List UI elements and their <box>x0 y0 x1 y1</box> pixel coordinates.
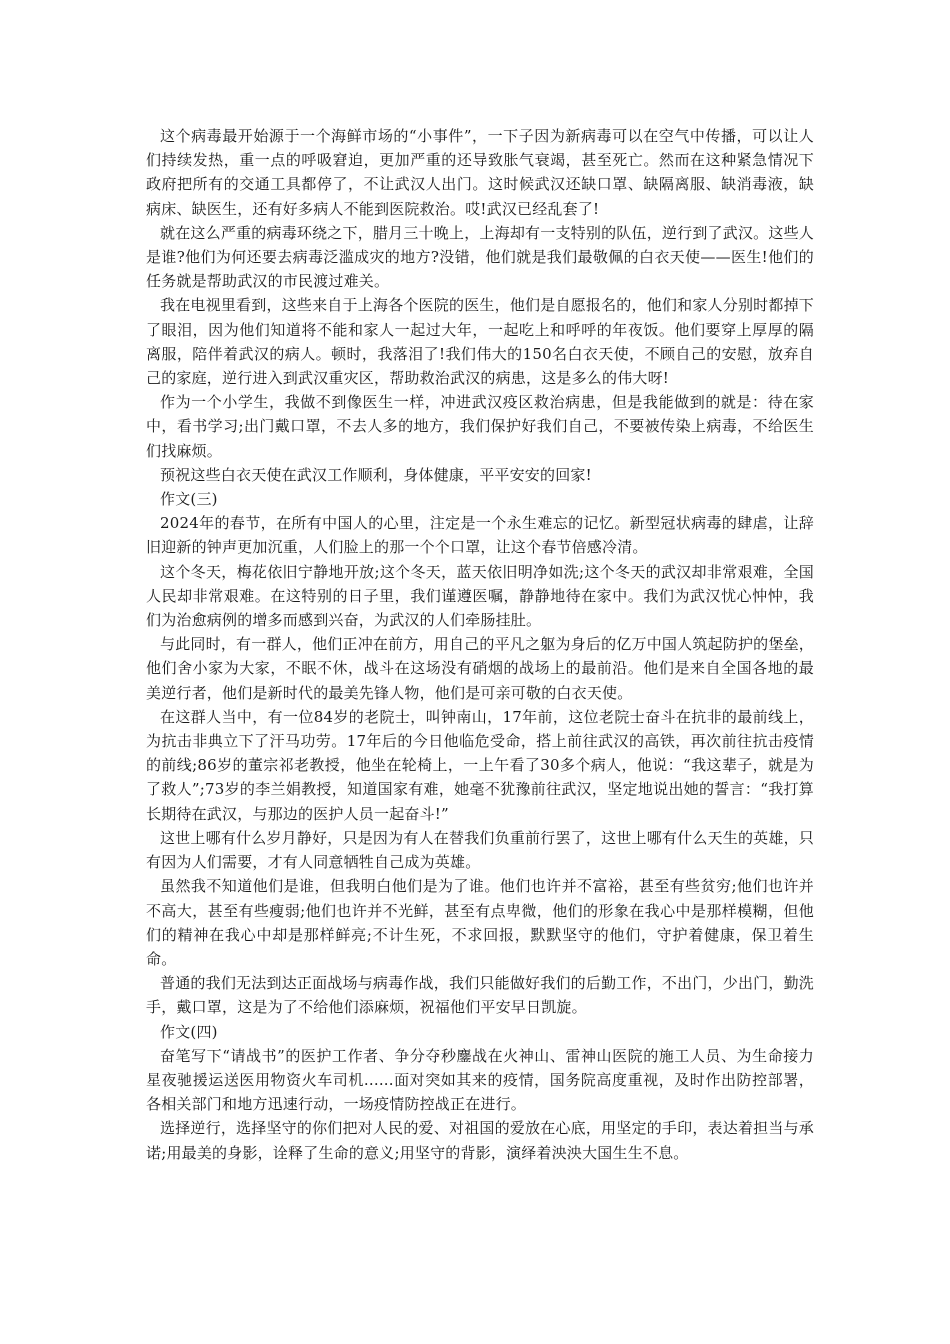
paragraph: 作为一个小学生，我做不到像医生一样，冲进武汉疫区救治病患，但是我能做到的就是：待在家中，看书学习;出门戴口罩，不去人多的地方，我们保护好我们自己，不要被传染上病毒，不给医生们找麻烦。 <box>146 393 814 460</box>
paragraph: 预祝这些白衣天使在武汉工作顺利，身体健康，平平安安的回家! <box>160 465 592 484</box>
paragraph: 这世上哪有什么岁月静好，只是因为有人在替我们负重前行罢了，这世上哪有什么天生的英雄，只有因为人们需要，才有人同意牺牲自己成为英雄。 <box>146 828 814 872</box>
section-heading: 作文(四) <box>160 1022 218 1041</box>
paragraph: 与此同时，有一群人，他们正冲在前方，用自己的平凡之躯为身后的亿万中国人筑起防护的堡垒，他们舍小家为大家，不眠不休，战斗在这场没有硝烟的战场上的最前沿。他们是来自全国各地的最美逆行者，他们是新时代的最美先锋人物，他们是可亲可敬的白衣天使。 <box>146 635 814 702</box>
paragraph: 普通的我们无法到达正面战场与病毒作战，我们只能做好我们的后勤工作，不出门，少出门，勤洗手，戴口罩，这是为了不给他们添麻烦，祝福他们平安早日凯旋。 <box>146 974 814 1017</box>
section-heading: 作文(三) <box>160 490 218 509</box>
paragraph: 就在这么严重的病毒环绕之下，腊月三十晚上，上海却有一支特别的队伍，逆行到了武汉。这些人是谁?他们为何还要去病毒泛滥成灾的地方?没错，他们就是我们最敬佩的白衣天使——医生!他们的任务就是帮助武汉的市民渡过难关。 <box>146 223 814 291</box>
paragraph: 这个病毒最开始源于一个海鲜市场的“小事件”，一下子因为新病毒可以在空气中传播，可以让人们持续发热，重一点的呼吸窘迫，更加严重的还导致胀气衰竭，甚至死亡。然而在这种紧急情况下政府把所有的交通工具都停了，不让武汉人出门。这时候武汉还缺口罩、缺隔离服、缺消毒液，缺病床、缺医生，还有好多病人不能到医院救治。哎!武汉已经乱套了! <box>146 127 814 218</box>
paragraph: 在这群人当中，有一位84岁的老院士，叫钟南山，17年前，这位老院士奋斗在抗非的最前线上，为抗击非典立下了汗马功劳。17年后的今日他临危受命，搭上前往武汉的高铁，再次前往抗击疫情的前线;86岁的董宗祁老教授，他坐在轮椅上，一上午看了30多个病人，他说：“我这辈子，就是为了救人”;73岁的李兰娟教授，知道国家有难，她毫不犹豫前往武汉，坚定地说出她的誓言：“我打算长期待在武汉，与那边的医护人员一起奋斗!” <box>146 707 814 823</box>
paragraph: 这个冬天，梅花依旧宁静地开放;这个冬天，蓝天依旧明净如洗;这个冬天的武汉却非常艰难，全国人民却非常艰难。在这特别的日子里，我们谨遵医嘱，静静地待在家中。我们为武汉忧心忡忡，我们为治愈病例的增多而感到兴奋，为武汉的人们牵肠挂肚。 <box>146 562 814 630</box>
paragraph: 选择逆行，选择坚守的你们把对人民的爱、对祖国的爱放在心底，用坚定的手印，表达着担当与承诺;用最美的身影，诠释了生命的意义;用坚守的背影，演绎着泱泱大国生生不息。 <box>146 1119 814 1162</box>
paragraph: 2024年的春节，在所有中国人的心里，注定是一个永生难忘的记忆。新型冠状病毒的肆虐，让辞旧迎新的钟声更加沉重，人们脸上的那一个个口罩，让这个春节倍感冷清。 <box>146 514 814 557</box>
document-body <box>146 124 814 1165</box>
paragraph: 虽然我不知道他们是谁，但我明白他们是为了谁。他们也许并不富裕，甚至有些贫穷;他们也许并不高大，甚至有些瘦弱;他们也许并不光鲜，甚至有点卑微，他们的形象在我心中是那样模糊，但他们的精神在我心中却是那样鲜亮;不计生死，不求回报，默默坚守的他们，守护着健康，保卫着生命。 <box>146 877 814 968</box>
paragraph: 我在电视里看到，这些来自于上海各个医院的医生，他们是自愿报名的，他们和家人分别时都掉下了眼泪，因为他们知道将不能和家人一起过大年，一起吃上和呼呼的年夜饭。他们要穿上厚厚的隔离服，陪伴着武汉的病人。顿时，我落泪了!我们伟大的150名白衣天使，不顾自己的安慰，放弃自己的家庭，逆行进入到武汉重灾区，帮助救治武汉的病患，这是多么的伟大呀! <box>146 296 814 388</box>
paragraph: 奋笔写下“请战书”的医护工作者、争分夺秒鏖战在火神山、雷神山医院的施工人员、为生命接力星夜驰援运送医用物资火车司机......面对突如其来的疫情，国务院高度重视，及时作出防控部署，各相关部门和地方迅速行动，一场疫情防控战正在进行。 <box>146 1046 814 1114</box>
